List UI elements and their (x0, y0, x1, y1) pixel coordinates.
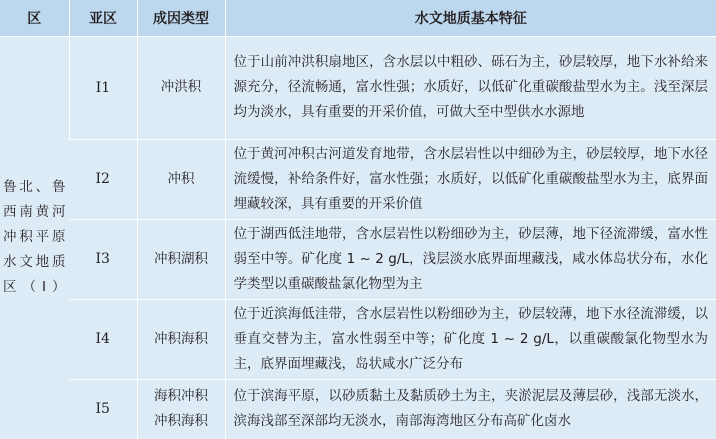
genesis-type-cell (137, 379, 225, 439)
zone-name-line: 西南黄河 (3, 204, 66, 221)
genesis-type-line: 冲积湖积 (154, 250, 208, 267)
header-hydrogeological-features: 水文地质基本特征 (225, 0, 716, 36)
table-row (0, 219, 716, 299)
features-cell: 位于山前冲洪积扇地区，含水层以中粗砂、砾石为主，砂层较厚，地下水补给来源充分，径流畅通，富水性强；水质好，以低矿化重碳酸盐型水为主。浅至深层均为淡水，具有重要的开采价值，可做大至中型供水水源地 (225, 36, 716, 139)
genesis-type-line: 冲积海积 (154, 413, 208, 430)
features-cell: 位于滨海平原，以砂质黏土及黏质砂土为主，夹淤泥层及薄层砂，浅部无淡水，滨海浅部至深部均无淡水，南部海湾地区分布高矿化卤水 (225, 379, 716, 439)
subzone-cell: Ⅰ4 (69, 299, 137, 379)
header-subzone: 亚区 (69, 0, 137, 36)
genesis-type-line: 冲洪积 (160, 79, 202, 95)
genesis-type-cell (137, 36, 225, 139)
genesis-type-line: 冲积 (167, 170, 195, 187)
genesis-type-cell (137, 219, 225, 299)
table-header-row (0, 0, 716, 36)
zone-name-line: 鲁北、鲁 (3, 179, 66, 196)
subzone-cell: Ⅰ5 (69, 379, 137, 439)
features-cell: 位于湖西低洼地带，含水层岩性以粉细砂为主，砂层薄，地下径流滞缓，富水性弱至中等。矿化度 1 ~ 2 g/L，浅层淡水底界面埋藏浅，咸水体岛状分布，水化学类型以重碳酸盐氯化物型为主 (225, 219, 716, 299)
table-row (0, 379, 716, 439)
genesis-type-line: 冲积海积 (154, 330, 208, 347)
subzone-cell: Ⅰ1 (69, 36, 137, 139)
zone-name-line: 冲积平原 (3, 229, 66, 246)
features-cell: 位于黄河冲积古河道发育地带，含水层岩性以中细砂为主，砂层较厚，地下水径流缓慢，补给条件好，富水性强；水质好，以低矿化重碳酸盐型水为主，底界面埋藏较深，具有重要的开采价值 (225, 139, 716, 219)
genesis-type-line: 海积冲积 (154, 388, 208, 405)
genesis-type-cell (137, 139, 225, 219)
header-genesis-type: 成因类型 (137, 0, 225, 36)
zone-name-line: 水文地质 (3, 254, 66, 271)
table-row (0, 299, 716, 379)
header-zone: 区 (0, 0, 69, 36)
subzone-cell: Ⅰ2 (69, 139, 137, 219)
genesis-type-cell (137, 299, 225, 379)
zone-name-line: 区（Ⅰ） (3, 279, 66, 296)
table-row (0, 36, 716, 139)
subzone-cell: Ⅰ3 (69, 219, 137, 299)
zone-name-cell (0, 36, 69, 439)
features-cell: 位于近滨海低洼带，含水层岩性以粉细砂为主，砂层较薄，地下水径流滞缓，以垂直交替为主，富水性弱至中等；矿化度 1 ~ 2 g/L，以重碳酸氯化物型水为主，底界面埋藏浅，岛状咸水广泛分布 (225, 299, 716, 379)
table-row (0, 139, 716, 219)
